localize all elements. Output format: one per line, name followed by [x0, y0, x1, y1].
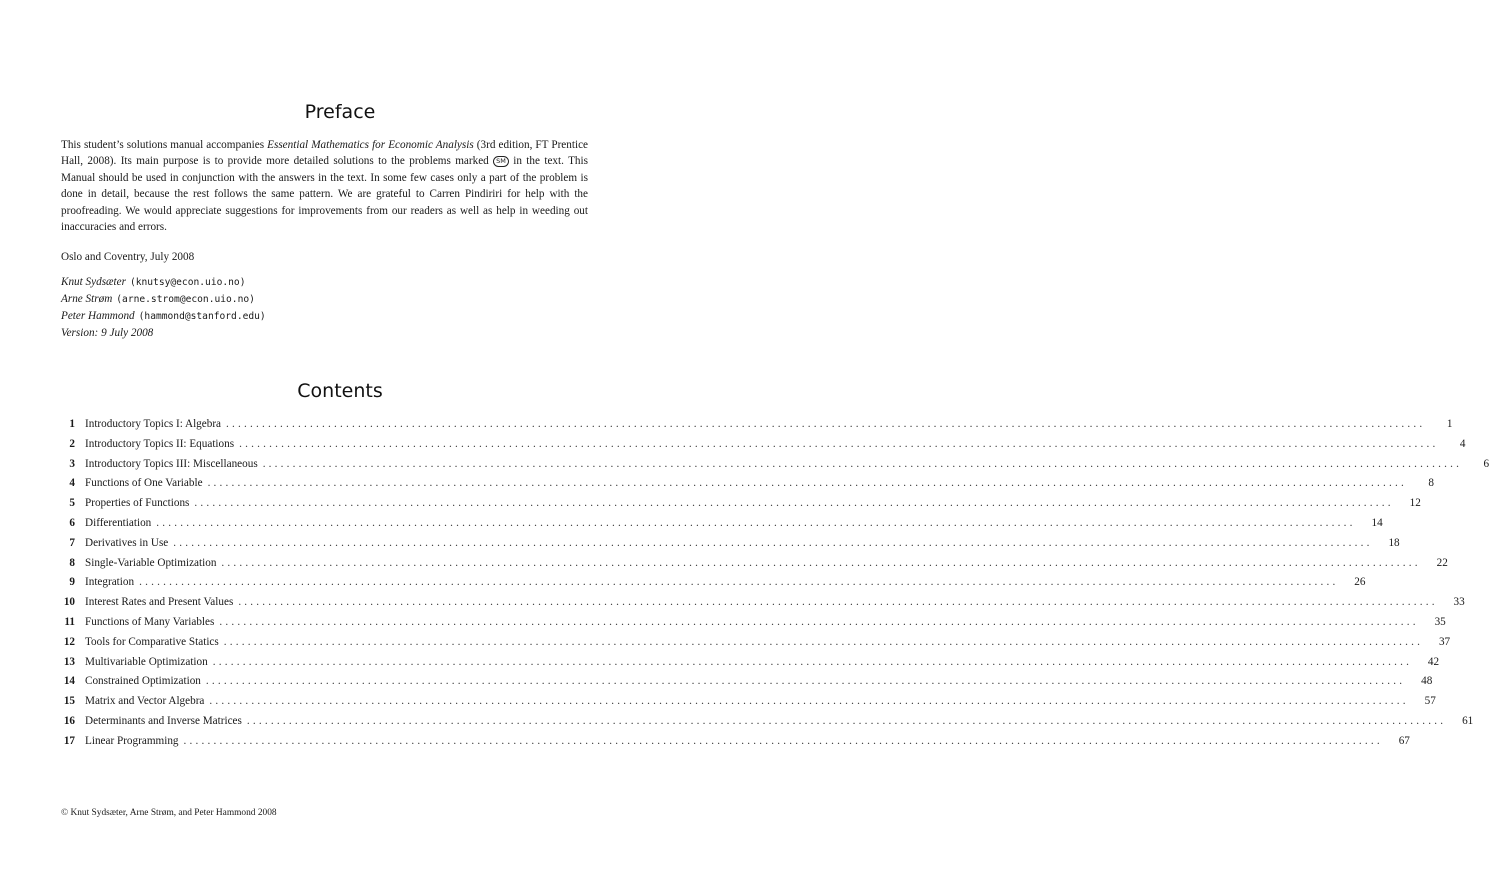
author-name: Peter Hammond [61, 310, 135, 322]
toc-entry-page: 1 [1446, 418, 1453, 430]
preface-text-end: in the text. This Manual should be used in conjunction with the answers in the text. In some few cases only a part of the problem is done in detail, because the rest follows the same pattern. We are grateful to Carren Pindiriri for help with the proofreading. We would appreciate suggestions for improvements from our readers as well as help in weeding out inaccuracies and errors. [61, 155, 588, 234]
toc-leader-dots: ........................................................................................................................................................................................................ [223, 635, 1424, 648]
toc-entry[interactable] [61, 615, 1446, 636]
toc-entry-number: 3 [69, 457, 75, 470]
toc-entry[interactable] [61, 418, 1453, 438]
toc-entry[interactable] [61, 516, 1383, 537]
toc-entry-title: Functions of One Variable [85, 477, 203, 490]
toc-entry-title: Multivariable Optimization [85, 655, 208, 668]
toc-entry-page: 35 [1434, 615, 1446, 628]
toc-leader-dots: ........................................................................................................................................................................................................ [173, 536, 1373, 549]
author-email: (hammond@stanford.edu) [138, 311, 266, 322]
toc-entry-title: Introductory Topics III: Miscellaneous [85, 457, 258, 470]
toc-entry-title: Linear Programming [85, 734, 179, 747]
toc-entry-number: 16 [63, 714, 75, 727]
toc-entry[interactable] [61, 675, 1433, 695]
preface-text-mid: (3rd edition, FT Prentice Hall, 2008). Its main purpose is to provide more detailed solutions to the problems marked [61, 139, 589, 168]
author-line [61, 291, 266, 308]
toc-entry[interactable] [61, 576, 1366, 596]
toc-entry-number: 6 [69, 516, 75, 529]
toc-entry-number: 15 [63, 695, 75, 708]
toc-entry-title: Constrained Optimization [85, 675, 201, 688]
toc-entry-title: Properties of Functions [85, 497, 190, 510]
toc-entry-title: Differentiation [85, 516, 152, 529]
author-name: Arne Strøm [61, 293, 113, 305]
toc-entry-title: Functions of Many Variables [85, 615, 215, 628]
toc-entry[interactable] [61, 635, 1451, 656]
toc-leader-dots: ........................................................................................................................................................................................................ [194, 497, 1394, 510]
sm-mark-icon: SM [493, 156, 509, 167]
contents-heading: Contents [297, 380, 383, 402]
toc-leader-dots: ........................................................................................................................................................................................................ [219, 615, 1419, 628]
toc-entry-page: 42 [1427, 655, 1440, 668]
toc-entry-number: 12 [63, 635, 75, 648]
toc-entry-page: 26 [1354, 576, 1366, 589]
preface-paragraph [61, 137, 588, 235]
toc-entry-title: Introductory Topics II: Equations [85, 437, 235, 450]
toc-entry-number: 8 [69, 556, 75, 569]
toc-leader-dots: ........................................................................................................................................................................................................ [183, 734, 1383, 747]
toc-entry-number: 10 [63, 596, 75, 609]
toc-entry-title: Determinants and Inverse Matrices [85, 714, 242, 727]
toc-leader-dots: ........................................................................................................................................................................................................ [212, 655, 1413, 668]
toc-entry[interactable] [61, 437, 1466, 458]
place-date: Oslo and Coventry, July 2008 [61, 251, 195, 263]
toc-entry-number: 11 [64, 615, 75, 628]
toc-entry-page: 22 [1436, 556, 1448, 569]
author-name: Knut Sydsæter [61, 276, 126, 288]
book-title: Essential Mathematics for Economic Analysis [267, 139, 474, 151]
version-line: Version: 9 July 2008 [61, 327, 154, 339]
toc-entry-number: 2 [69, 437, 75, 450]
toc-entry-title: Derivatives in Use [85, 536, 169, 549]
author-line [61, 274, 266, 291]
author-email: (knutsy@econ.uio.no) [129, 277, 246, 288]
toc-entry[interactable] [61, 477, 1434, 497]
toc-entry-page: 4 [1459, 437, 1466, 450]
toc-entry[interactable] [61, 497, 1421, 517]
toc-leader-dots: ........................................................................................................................................................................................................ [139, 576, 1339, 589]
toc-entry-title: Matrix and Vector Algebra [85, 695, 205, 708]
toc-entry-page: 37 [1438, 635, 1451, 648]
toc-leader-dots: ........................................................................................................................................................................................................ [246, 714, 1447, 727]
toc-leader-dots: ........................................................................................................................................................................................................ [239, 437, 1439, 450]
toc-entry-page: 61 [1462, 714, 1474, 727]
toc-entry-page: 48 [1421, 675, 1433, 688]
toc-entry-number: 4 [69, 477, 75, 490]
toc-entry[interactable] [61, 655, 1440, 676]
toc-entry-title: Introductory Topics I: Algebra [85, 418, 222, 430]
toc-leader-dots: ........................................................................................................................................................................................................ [238, 596, 1438, 609]
toc-entry-title: Integration [85, 576, 135, 589]
toc-leader-dots: ........................................................................................................................................................................................................ [207, 477, 1407, 490]
toc-entry[interactable] [61, 457, 1489, 478]
toc-entry-page: 57 [1424, 695, 1436, 708]
toc-entry-number: 7 [69, 536, 75, 549]
toc-entry-title: Single-Variable Optimization [85, 556, 217, 569]
toc-entry-number: 1 [69, 418, 75, 430]
toc-entry[interactable] [61, 596, 1465, 616]
toc-entry-title: Interest Rates and Present Values [85, 596, 234, 609]
toc-entry-number: 9 [69, 576, 75, 589]
toc-leader-dots: ........................................................................................................................................................................................................ [156, 516, 1356, 529]
toc-leader-dots: ........................................................................................................................................................................................................ [205, 675, 1406, 688]
toc-leader-dots: ........................................................................................................................................................................................................ [262, 457, 1463, 470]
toc-entry-page: 18 [1388, 536, 1400, 549]
toc-entry-number: 17 [63, 734, 75, 747]
author-email: (arne.strom@econ.uio.no) [116, 294, 255, 305]
toc-entry-title: Tools for Comparative Statics [85, 635, 219, 648]
author-line [61, 308, 266, 325]
toc-entry-page: 8 [1428, 477, 1434, 490]
table-of-contents [61, 418, 1489, 755]
toc-entry-number: 14 [63, 675, 75, 688]
toc-entry-page: 6 [1483, 457, 1489, 470]
toc-leader-dots: ........................................................................................................................................................................................................ [221, 556, 1421, 569]
toc-entry[interactable] [61, 536, 1400, 557]
toc-entry-number: 5 [69, 497, 75, 510]
toc-entry-page: 12 [1409, 497, 1421, 510]
toc-entry[interactable] [61, 556, 1448, 577]
toc-entry-page: 14 [1371, 516, 1383, 529]
toc-entry[interactable] [61, 695, 1436, 715]
toc-entry-page: 33 [1453, 596, 1465, 609]
toc-leader-dots: ........................................................................................................................................................................................................ [226, 418, 1426, 430]
toc-entry[interactable] [61, 734, 1410, 755]
toc-entry[interactable] [61, 714, 1474, 735]
toc-entry-page: 67 [1398, 734, 1410, 747]
preface-text-start: This student’s solutions manual accompanies [61, 139, 268, 151]
copyright-footer: © Knut Sydsæter, Arne Strøm, and Peter Hammond 2008 [61, 808, 277, 818]
author-list [61, 274, 266, 341]
preface-heading: Preface [304, 101, 376, 123]
toc-entry-number: 13 [63, 655, 75, 668]
toc-leader-dots: ........................................................................................................................................................................................................ [209, 695, 1409, 708]
